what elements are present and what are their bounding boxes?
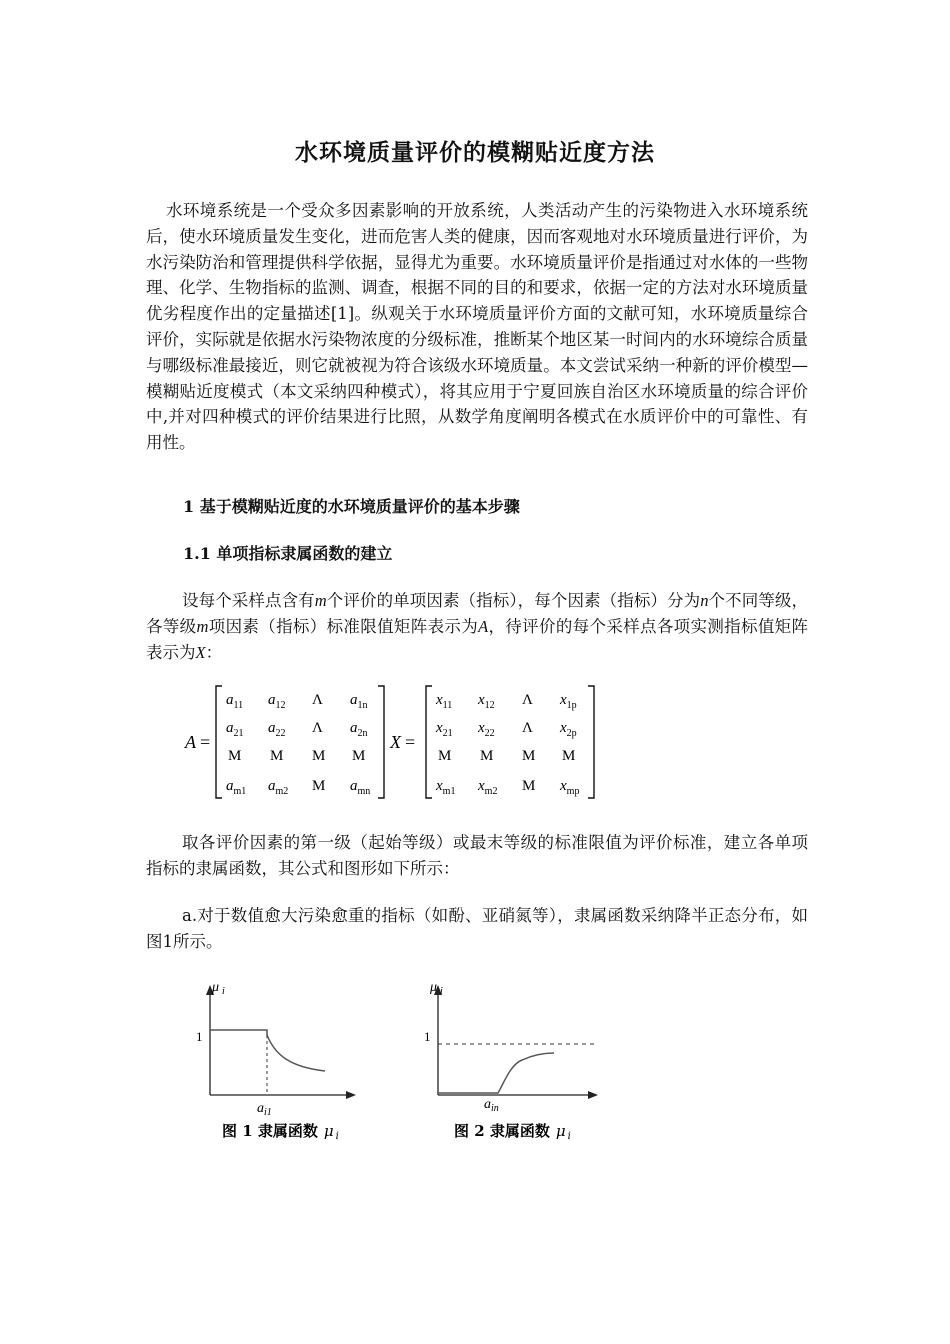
matrixA-cell: $a_{2n}$ (350, 720, 368, 739)
matrixA-cell: $a_{m2}$ (268, 778, 289, 797)
fig2-caption: 图 2 隶属函数 μ $_i$ (454, 1122, 571, 1142)
matrix-x-left-bracket (426, 686, 432, 798)
page-title: 水环境质量评价的模糊贴近度方法 (295, 139, 655, 166)
matrixA-cell: Λ (312, 692, 323, 708)
matrixX-cell: $x_{22}$ (478, 720, 495, 739)
matrixX-cell: $x_{m1}$ (436, 778, 456, 797)
figure-2 (418, 975, 618, 1150)
matrix-a-label: A (185, 732, 196, 752)
matrixA-cell: $a_{12}$ (268, 692, 286, 711)
section-heading-1: 1 基于模糊贴近度的水环境质量评价的基本步骤 (183, 497, 520, 516)
matrixX-cell: Λ (522, 720, 533, 736)
fig1-one-tick: 1 (196, 1029, 203, 1044)
case-a-paragraph: a.对于数值愈大污染愈重的指标（如酚、亚硝氮等），隶属函数采纳降半正态分布，如图1所示。 (146, 906, 808, 951)
matrixX-cell: M (480, 748, 494, 764)
fig1-x-label: $a_{i1}$ (257, 1101, 272, 1118)
matrixX-cell: $x_{2p}$ (560, 720, 577, 739)
matrixX-cell: M (522, 748, 536, 764)
matrixA-cell: $a_{mn}$ (350, 778, 371, 797)
matrixX-cell: M (562, 748, 576, 764)
section-heading-1-1: 1.1 单项指标隶属函数的建立 (183, 544, 393, 563)
matrix-a-right-bracket (378, 686, 384, 798)
matrixX-cell: M (438, 748, 452, 764)
figure-1 (190, 975, 380, 1150)
matrix-equation (180, 680, 610, 805)
matrixX-cell: Λ (522, 692, 533, 708)
matrixX-cell: $x_{1p}$ (560, 692, 577, 711)
matrixA-cell: $a_{21}$ (226, 720, 244, 739)
matrixA-cell: $a_{m1}$ (226, 778, 247, 797)
matrixX-cell: $x_{11}$ (436, 692, 453, 711)
membership-paragraph: 取各评价因素的第一级（起始等级）或最末等级的标准限值为评价标准，建立各单项指标的隶属函数，其公式和图形如下所示： (146, 833, 808, 878)
matrix-x-label: X (390, 732, 401, 752)
matrixX-cell: $x_{12}$ (478, 692, 495, 711)
matrixX-cell: $x_{m2}$ (478, 778, 498, 797)
matrix-x-equals: = (405, 732, 416, 752)
matrixA-cell: Λ (312, 720, 323, 736)
intro-paragraph: 水环境系统是一个受众多因素影响的开放系统，人类活动产生的污染物进入水环境系统后，使水环境质量发生变化，进而危害人类的健康，因而客观地对水环境质量进行评价，为水污染防治和管理提供科学依据，显得尤为重要。水环境质量评价是指通过对水体的一些物理、化学、生物指标的监测、调查，根据不同的目的和要求，依据一定的方法对水环境质量优劣程度作出的定量描述[1]。纵观关于水环境质量评价方面的文献可知，水环境质量综合评价，实际就是依据水污染物浓度的分级标准，推断某个地区某一时间内的水环境综合质量与哪级标准最接近，则它就被视为符合该级水环境质量。本文尝试采纳一种新的评价模型—模糊贴近度模式（本文采纳四种模式），将其应用于宁夏回族自治区水环境质量的综合评价中,并对四种模式的评价结果进行比照，从数学角度阐明各模式在水质评价中的可靠性、有用性。 (146, 201, 808, 453)
fig1-x-arrow (346, 1091, 356, 1099)
matrixA-cell: $a_{22}$ (268, 720, 286, 739)
fig1-caption: 图 1 隶属函数 μ $_i$ (222, 1122, 339, 1142)
matrixA-cell: M (312, 778, 326, 794)
fig1-y-label: μ $_i$ (212, 980, 225, 997)
setup-paragraph: 设每个采样点含有m个评价的单项因素（指标），每个因素（指标）分为n个不同等级，各等级m项因素（指标）标准限值矩阵表示为A，待评价的每个采样点各项实测指标值矩阵表示为X： (146, 591, 809, 662)
matrixX-cell: $x_{21}$ (436, 720, 453, 739)
fig2-y-label: μ $_i$ (430, 980, 443, 997)
matrixA-cell: $a_{11}$ (226, 692, 244, 711)
fig2-membership-curve (438, 1053, 554, 1093)
matrixX-cell: $x_{mp}$ (560, 778, 580, 797)
matrixA-cell: M (228, 748, 242, 764)
matrixX-cell: M (522, 778, 536, 794)
fig2-x-label: $a_{in}$ (484, 1097, 499, 1114)
matrixA-cell: M (352, 748, 366, 764)
fig2-x-arrow (588, 1091, 598, 1099)
fig2-one-tick: 1 (424, 1029, 431, 1044)
matrix-x-right-bracket (588, 686, 594, 798)
matrix-a-equals: = (200, 732, 211, 752)
matrixA-cell: $a_{1n}$ (350, 692, 368, 711)
matrixA-cell: M (312, 748, 326, 764)
matrixA-cell: M (270, 748, 284, 764)
matrix-a-left-bracket (216, 686, 222, 798)
